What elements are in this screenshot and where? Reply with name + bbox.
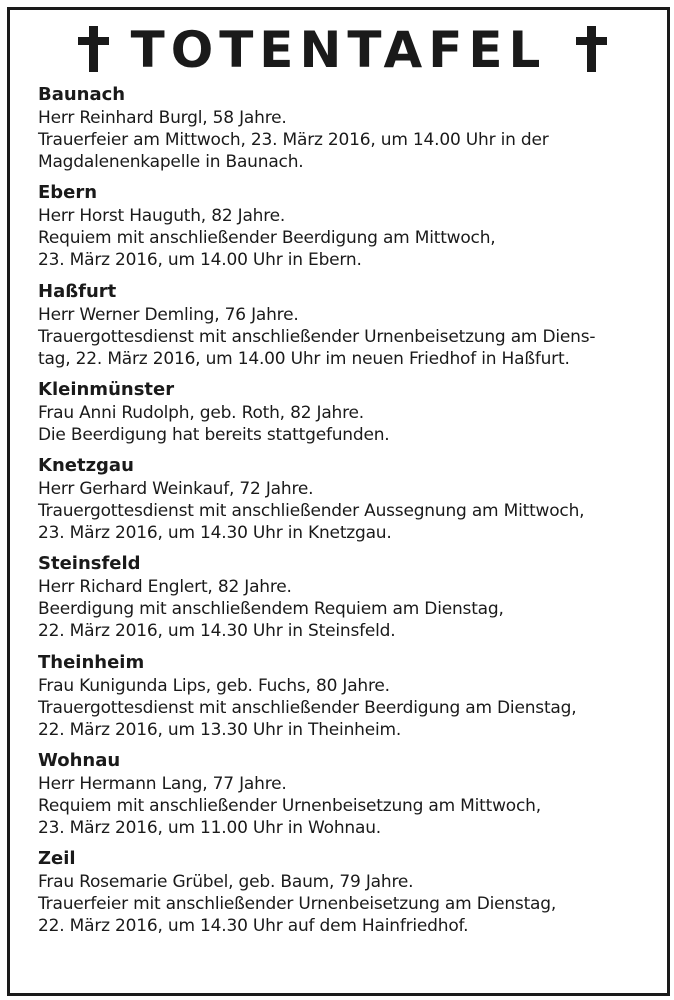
entry-person: Herr Richard Englert, 82 Jahre.	[38, 577, 292, 598]
page-title: TOTENTAFEL	[130, 21, 547, 79]
entry-detail-line: Trauerfeier mit anschließender Urnenbeisetzung am Dienstag,	[38, 894, 557, 915]
entry-detail-line: 22. März 2016, um 14.30 Uhr in Steinsfeld.	[38, 621, 396, 642]
cross-left-icon	[77, 20, 111, 76]
entry-place: Ebern	[38, 182, 98, 204]
obituary-entry	[38, 279, 639, 370]
entries-list	[38, 82, 639, 945]
entry-place: Wohnau	[38, 750, 121, 772]
entry-detail-line: Magdalenenkapelle in Baunach.	[38, 152, 304, 172]
obituary-entry	[38, 650, 639, 741]
entry-person: Herr Gerhard Weinkauf, 72 Jahre.	[38, 479, 314, 500]
entry-detail-line: Requiem mit anschließender Urnenbeisetzung am Mittwoch,	[38, 796, 541, 817]
header	[10, 20, 667, 80]
entry-detail-line: Trauergottesdienst mit anschließender Aussegnung am Mittwoch,	[38, 501, 585, 522]
entry-person: Frau Kunigunda Lips, geb. Fuchs, 80 Jahre.	[38, 675, 390, 696]
entry-detail-line: Requiem mit anschließender Beerdigung am Mittwoch,	[38, 228, 496, 249]
entry-person: Herr Hermann Lang, 77 Jahre.	[38, 774, 287, 795]
entry-place: Kleinmünster	[38, 378, 175, 400]
obituary-entry	[38, 453, 639, 544]
obituary-entry	[38, 846, 639, 937]
entry-detail-line: Beerdigung mit anschließendem Requiem am Dienstag,	[38, 599, 504, 620]
entry-detail-line: 23. März 2016, um 14.00 Uhr in Ebern.	[38, 250, 362, 271]
entry-detail-line: 22. März 2016, um 14.30 Uhr auf dem Hainfriedhof.	[38, 916, 469, 937]
obituary-entry	[38, 551, 639, 642]
obituary-frame	[7, 7, 670, 996]
entry-detail-line: 23. März 2016, um 11.00 Uhr in Wohnau.	[38, 818, 381, 839]
cross-right-icon	[575, 20, 609, 76]
obituary-entry	[38, 180, 639, 271]
entry-person: Herr Reinhard Burgl, 58 Jahre.	[38, 108, 287, 128]
entry-detail-line: 23. März 2016, um 14.30 Uhr in Knetzgau.	[38, 523, 392, 544]
entry-detail-line: 22. März 2016, um 13.30 Uhr in Theinheim.	[38, 719, 402, 740]
entry-person: Frau Anni Rudolph, geb. Roth, 82 Jahre.	[38, 402, 365, 423]
entry-place: Baunach	[38, 84, 126, 105]
entry-place: Haßfurt	[38, 280, 117, 302]
obituary-entry	[38, 377, 639, 446]
entry-person: Frau Rosemarie Grübel, geb. Baum, 79 Jahre.	[38, 872, 414, 893]
entry-detail-line: Trauerfeier am Mittwoch, 23. März 2016, um 14.00 Uhr in der	[38, 130, 549, 150]
obituary-entry	[38, 82, 639, 173]
entry-person: Herr Werner Demling, 76 Jahre.	[38, 304, 299, 325]
entry-place: Steinsfeld	[38, 553, 141, 575]
entry-detail-line: Die Beerdigung hat bereits stattgefunden.	[38, 424, 390, 445]
entry-place: Theinheim	[38, 651, 145, 673]
entry-detail-line: tag, 22. März 2016, um 14.00 Uhr im neuen Friedhof in Haßfurt.	[38, 348, 570, 369]
entry-place: Zeil	[38, 848, 76, 870]
entry-place: Knetzgau	[38, 455, 134, 477]
entry-detail-line: Trauergottesdienst mit anschließender Urnenbeisetzung am Diens-	[38, 326, 596, 347]
obituary-entry	[38, 748, 639, 839]
entry-person: Herr Horst Hauguth, 82 Jahre.	[38, 206, 286, 227]
entry-detail-line: Trauergottesdienst mit anschließender Beerdigung am Dienstag,	[38, 697, 577, 718]
